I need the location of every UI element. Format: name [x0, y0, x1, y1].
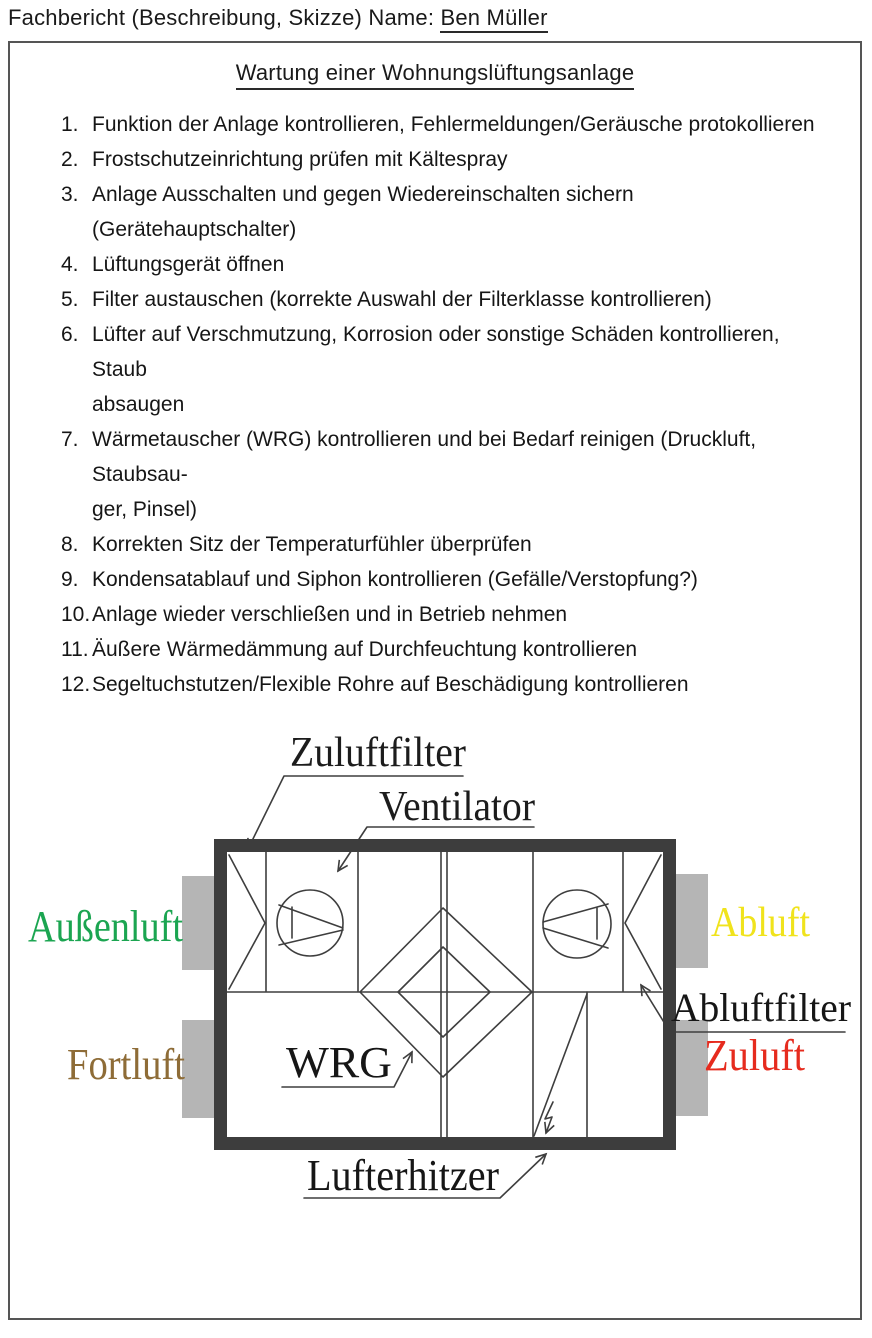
- checklist-item-text: Filter austauschen (korrekte Auswahl der Filterklasse kontrollieren): [92, 288, 712, 311]
- checklist-item-number: 11.: [61, 638, 89, 661]
- checklist-item-number: 4.: [61, 253, 79, 276]
- checklist-item-text: Funktion der Anlage kontrollieren, Fehlermeldungen/Geräusche protokollieren: [92, 113, 815, 136]
- duct-stub-aussenluft: [182, 876, 216, 970]
- checklist-item-text: Segeltuchstutzen/Flexible Rohre auf Beschädigung kontrollieren: [92, 673, 689, 696]
- checklist-item-number: 3.: [61, 183, 79, 206]
- checklist-item-number: 6.: [61, 323, 79, 346]
- checklist-item-text: Kondensatablauf und Siphon kontrollieren (Gefälle/Verstopfung?): [92, 568, 698, 591]
- header-label: Fachbericht (Beschreibung, Skizze) Name:: [8, 5, 435, 30]
- checklist-item-text: Anlage wieder verschließen und in Betrieb nehmen: [92, 603, 568, 626]
- checklist-item-number: 2.: [61, 148, 79, 171]
- page-title: Wartung einer Wohnungslüftungsanlage: [236, 60, 635, 90]
- filter-symbol-abluft: [625, 855, 661, 989]
- duct-stub-fortluft: [182, 1020, 216, 1118]
- label-ventilator: Ventilator: [379, 784, 536, 830]
- label-abluftfilter: Abluftfilter: [671, 985, 851, 1030]
- duct-stub-zuluft: [674, 1020, 708, 1116]
- checklist-item-text: Lüfter auf Verschmutzung, Korrosion oder sonstige Schäden kontrollieren, Staub absaugen: [92, 323, 780, 416]
- checklist-item-text: Korrekten Sitz der Temperaturfühler überprüfen: [92, 533, 532, 556]
- fan-symbol-left: [277, 890, 343, 956]
- label-abluft: Abluft: [711, 900, 811, 946]
- lightning-bolt-icon: [545, 1102, 553, 1133]
- label-wrg: WRG: [286, 1038, 392, 1087]
- label-zuluftfilter: Zuluftfilter: [290, 730, 467, 776]
- checklist-item-number: 10.: [61, 603, 91, 626]
- checklist-item-text: Anlage Ausschalten und gegen Wiedereinschalten sichern (Gerätehauptschalter): [92, 183, 634, 241]
- checklist-item-number: 9.: [61, 568, 79, 591]
- fan-symbol-right: [543, 890, 611, 958]
- checklist-item-text: Wärmetauscher (WRG) kontrollieren und bei Bedarf reinigen (Druckluft, Staubsau- ger, Pinsel): [92, 428, 757, 521]
- checklist-item-text: Lüftungsgerät öffnen: [92, 253, 285, 276]
- checklist-item-text: Äußere Wärmedämmung auf Durchfeuchtung kontrollieren: [92, 638, 638, 661]
- label-aussenluft: Außenluft: [28, 902, 183, 951]
- unit-frame: [221, 846, 670, 1144]
- filter-symbol-zuluft: [229, 855, 265, 989]
- checklist-item-number: 7.: [61, 428, 79, 451]
- label-zuluft: Zuluft: [704, 1031, 805, 1080]
- checklist-item-number: 12.: [61, 673, 91, 696]
- label-lufterhitzer: Lufterhitzer: [307, 1151, 500, 1200]
- checklist-item-number: 1.: [61, 113, 79, 136]
- checklist-item-number: 8.: [61, 533, 79, 556]
- checklist-item-number: 5.: [61, 288, 79, 311]
- duct-stub-abluft: [674, 874, 708, 968]
- heater-diagonal: [534, 994, 587, 1136]
- label-fortluft: Fortluft: [67, 1040, 185, 1089]
- checklist-item-text: Frostschutzeinrichtung prüfen mit Kältespray: [92, 148, 508, 171]
- header-name: Ben Müller: [440, 5, 547, 33]
